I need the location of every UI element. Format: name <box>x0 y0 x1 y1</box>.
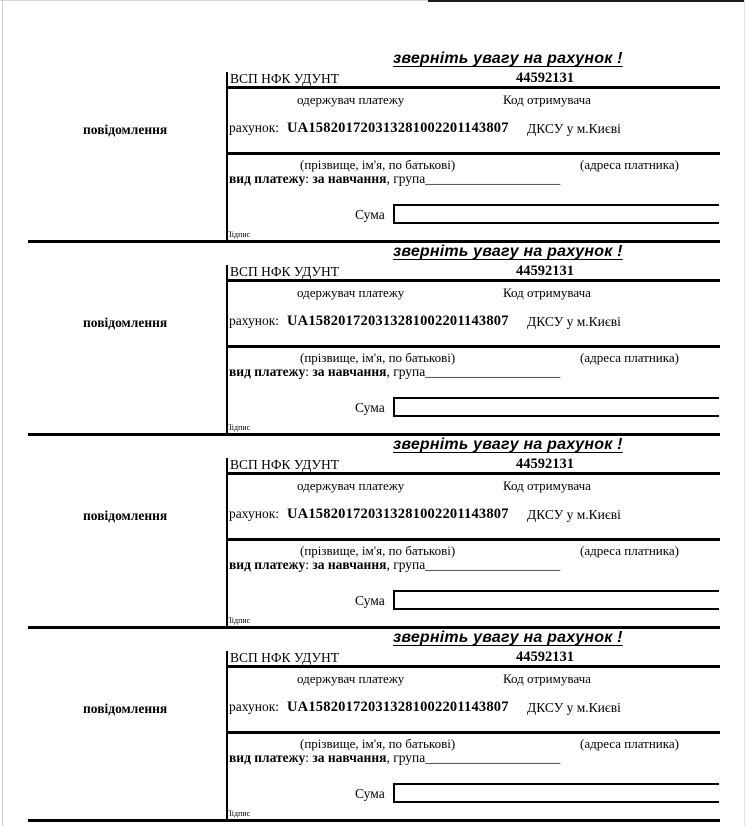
payment-type-row <box>229 750 560 766</box>
payer-address-caption: (адреса платника) <box>580 543 679 558</box>
attention-header: зверніть увагу на рахунок ! <box>393 629 623 646</box>
account-row <box>229 699 509 716</box>
payee-code: 44592131 <box>516 456 574 472</box>
divider-line <box>226 538 720 541</box>
bank-name: ДКСУ у м.Києві <box>527 121 621 136</box>
payment-type-value: за навчання <box>312 364 387 379</box>
bank-name: ДКСУ у м.Києві <box>527 507 621 522</box>
slip-left-label: повідомлення <box>83 122 168 137</box>
signature-label: Підпис <box>226 616 251 625</box>
account-label: рахунок: <box>229 506 280 521</box>
account-number: UA158201720313281002201143807 <box>287 313 509 329</box>
slip-left-label: повідомлення <box>83 315 168 330</box>
sum-box <box>393 783 719 803</box>
divider-line <box>226 86 720 89</box>
slip-vertical-divider <box>226 72 228 241</box>
payment-type-label: вид платежу <box>229 750 306 765</box>
slip-vertical-divider <box>226 458 228 627</box>
code-caption: Код отримувача <box>503 478 591 493</box>
code-caption: Код отримувача <box>503 92 591 107</box>
sum-box <box>393 204 719 224</box>
group-blank-line: ____________________ <box>425 557 561 572</box>
slip-bottom-separator <box>28 819 720 822</box>
payment-type-row <box>229 171 560 187</box>
payee-name: ВСП НФК УДУНТ <box>230 457 340 472</box>
payer-address-caption: (адреса платника) <box>580 157 679 172</box>
payee-code: 44592131 <box>516 70 574 86</box>
attention-header: зверніть увагу на рахунок ! <box>393 243 623 260</box>
signature-label: Підпис <box>226 423 251 432</box>
divider-line <box>226 279 720 282</box>
sum-box <box>393 397 719 417</box>
payee-name: ВСП НФК УДУНТ <box>230 264 340 279</box>
bank-name: ДКСУ у м.Києві <box>527 314 621 329</box>
divider-line <box>226 731 720 734</box>
payment-type-colon: : <box>305 364 313 379</box>
code-caption: Код отримувача <box>503 285 591 300</box>
account-label: рахунок: <box>229 699 280 714</box>
attention-header: зверніть увагу на рахунок ! <box>393 50 623 67</box>
payee-caption: одержувач платежу <box>297 285 405 300</box>
payment-type-label: вид платежу <box>229 557 306 572</box>
sum-label: Сума <box>355 207 385 222</box>
bank-name: ДКСУ у м.Києві <box>527 700 621 715</box>
code-caption: Код отримувача <box>503 671 591 686</box>
account-number: UA158201720313281002201143807 <box>287 699 509 715</box>
group-blank-line: ____________________ <box>425 364 561 379</box>
payment-type-colon: : <box>305 557 313 572</box>
payee-name: ВСП НФК УДУНТ <box>230 650 340 665</box>
signature-label: Підпис <box>226 809 251 818</box>
divider-line <box>226 472 720 475</box>
group-label: , група <box>386 750 426 765</box>
payment-type-value: за навчання <box>312 557 387 572</box>
divider-line <box>226 665 720 668</box>
payment-type-row <box>229 364 560 380</box>
payer-name-caption: (прізвище, ім'я, по батькові) <box>300 350 456 365</box>
payer-name-caption: (прізвище, ім'я, по батькові) <box>300 157 456 172</box>
slip-left-label: повідомлення <box>83 701 168 716</box>
divider-line <box>226 152 720 155</box>
payment-type-label: вид платежу <box>229 364 306 379</box>
payment-type-value: за навчання <box>312 750 387 765</box>
payment-type-value: за навчання <box>312 171 387 186</box>
payer-address-caption: (адреса платника) <box>580 736 679 751</box>
payee-name: ВСП НФК УДУНТ <box>230 71 340 86</box>
sum-label: Сума <box>355 786 385 801</box>
attention-header: зверніть увагу на рахунок ! <box>393 436 623 453</box>
payer-address-caption: (адреса платника) <box>580 350 679 365</box>
payee-code: 44592131 <box>516 649 574 665</box>
group-label: , група <box>386 557 426 572</box>
payment-slip <box>0 238 745 436</box>
account-row <box>229 313 509 330</box>
group-blank-line: ____________________ <box>425 171 561 186</box>
account-label: рахунок: <box>229 313 280 328</box>
slip-vertical-divider <box>226 265 228 434</box>
group-blank-line: ____________________ <box>425 750 561 765</box>
payment-slip <box>0 45 745 243</box>
account-row <box>229 120 509 137</box>
payee-code: 44592131 <box>516 263 574 279</box>
divider-line <box>226 345 720 348</box>
slip-vertical-divider <box>226 651 228 820</box>
sum-label: Сума <box>355 593 385 608</box>
slip-left-label: повідомлення <box>83 508 168 523</box>
payer-name-caption: (прізвище, ім'я, по батькові) <box>300 543 456 558</box>
sum-box <box>393 590 719 610</box>
page-top-border <box>428 0 745 2</box>
payer-name-caption: (прізвище, ім'я, по батькові) <box>300 736 456 751</box>
account-number: UA158201720313281002201143807 <box>287 506 509 522</box>
sum-label: Сума <box>355 400 385 415</box>
account-number: UA158201720313281002201143807 <box>287 120 509 136</box>
payment-type-row <box>229 557 560 573</box>
payment-slip <box>0 624 745 822</box>
payment-type-label: вид платежу <box>229 171 306 186</box>
payment-type-colon: : <box>305 171 313 186</box>
payment-slip <box>0 431 745 629</box>
signature-label: Підпис <box>226 230 251 239</box>
group-label: , група <box>386 171 426 186</box>
account-row <box>229 506 509 523</box>
account-label: рахунок: <box>229 120 280 135</box>
group-label: , група <box>386 364 426 379</box>
payee-caption: одержувач платежу <box>297 478 405 493</box>
payee-caption: одержувач платежу <box>297 671 405 686</box>
payment-type-colon: : <box>305 750 313 765</box>
payee-caption: одержувач платежу <box>297 92 405 107</box>
